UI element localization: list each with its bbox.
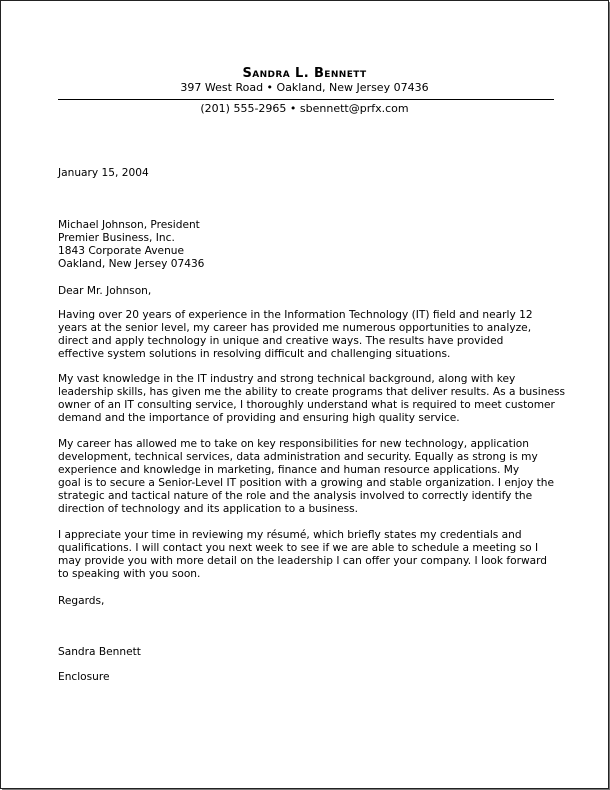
paragraph-line: experience and knowledge in marketing, finance and human resource applications. My [58, 464, 520, 476]
sender-contact: (201) 555-2965 • sbennett@prfx.com [200, 102, 409, 115]
letter-date: January 15, 2004 [58, 167, 149, 179]
recipient-line: Oakland, New Jersey 07436 [58, 258, 205, 270]
paragraph-line: My career has allowed me to take on key responsibilities for new technology, application [58, 438, 529, 450]
paragraph-line: goal is to secure a Senior-Level IT position with a growing and stable organization. I enjoy the [58, 477, 555, 489]
recipient-line: 1843 Corporate Avenue [58, 245, 185, 257]
sender-address: 397 West Road • Oakland, New Jersey 07436 [180, 81, 429, 94]
closing: Regards, [58, 595, 105, 607]
paragraph-4 [58, 529, 558, 581]
recipient-line: Premier Business, Inc. [58, 232, 175, 244]
paragraph-line: owner of an IT consulting service, I thoroughly understand what is required to meet customer [58, 399, 555, 411]
paragraph-line: leadership skills, has given me the ability to create programs that deliver results. As a business [58, 386, 565, 398]
paragraph-line: Having over 20 years of experience in the Information Technology (IT) field and nearly 12 [58, 309, 533, 321]
paragraph-line: direct and apply technology in unique and creative ways. The results have provided [58, 335, 504, 347]
paragraph-line: My vast knowledge in the IT industry and strong technical background, along with key [58, 373, 516, 385]
paragraph-line: strategic and tactical nature of the role and the analysis involved to correctly identify the [58, 490, 533, 502]
signature-name: Sandra Bennett [58, 646, 141, 658]
paragraph-3 [58, 438, 558, 516]
header-divider [58, 99, 554, 100]
recipient-line: Michael Johnson, President [58, 219, 200, 231]
paragraph-line: development, technical services, data administration and security. Equally as strong is my [58, 451, 538, 463]
paragraph-line: years at the senior level, my career has provided me numerous opportunities to analyze, [58, 322, 532, 334]
paragraph-line: effective system solutions in resolving difficult and challenging situations. [58, 348, 451, 360]
paragraph-line: I appreciate your time in reviewing my résumé, which briefly states my credentials and [58, 529, 522, 541]
paragraph-2 [58, 373, 565, 425]
salutation: Dear Mr. Johnson, [58, 285, 152, 297]
recipient-block [58, 219, 558, 271]
paragraph-line: demand and the importance of providing and ensuring high quality service. [58, 412, 460, 424]
paragraph-line: may provide you with more detail on the leadership I can offer your company. I look forward [58, 555, 548, 567]
paragraph-line: direction of technology and its application to a business. [58, 503, 359, 515]
enclosure-note: Enclosure [58, 671, 110, 683]
sender-name: Sandra L. Bennett [242, 66, 367, 81]
paragraph-1 [58, 309, 558, 361]
paragraph-line: to speaking with you soon. [58, 568, 201, 580]
paragraph-line: qualifications. I will contact you next week to see if we are able to schedule a meeting so I [58, 542, 539, 554]
